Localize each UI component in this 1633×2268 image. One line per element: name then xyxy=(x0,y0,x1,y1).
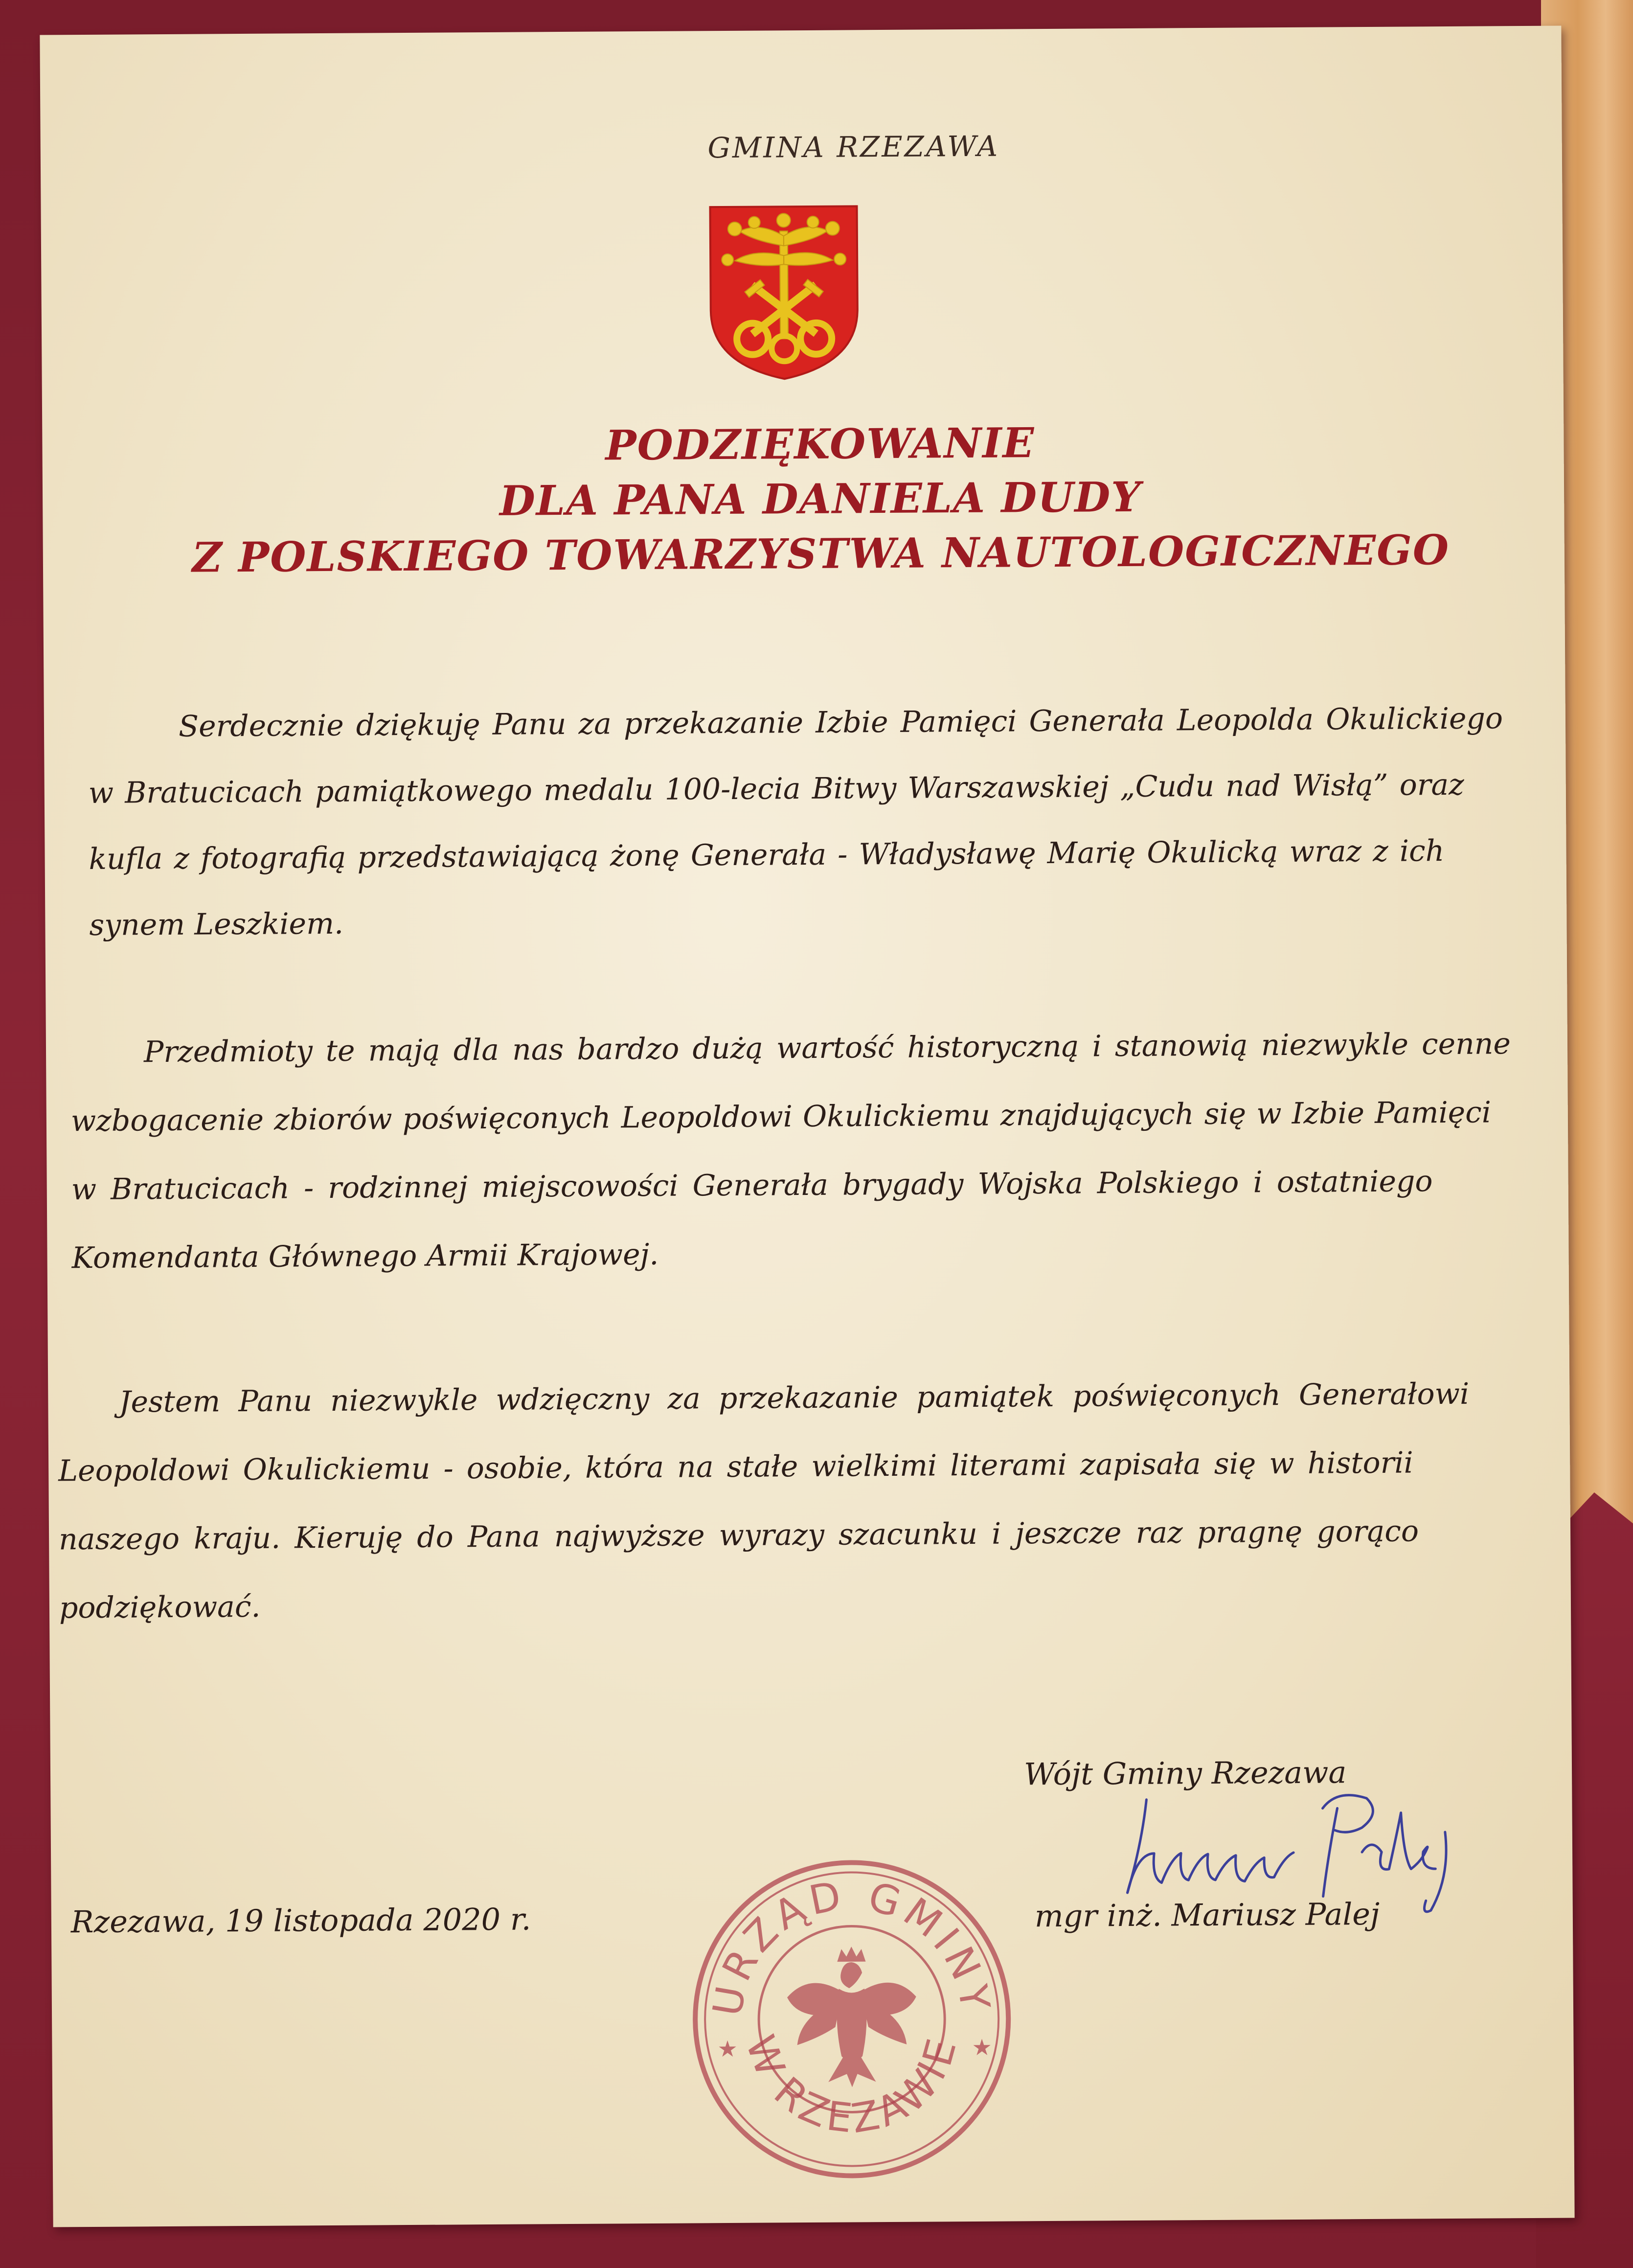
paragraph-line: kufla z fotografią przedstawiającą żonę Generała - Władysławę Marię Okulicką wraz z ich xyxy=(89,834,1445,876)
paragraph-line: Serdecznie dziękuję Panu za przekazanie Izbie Pamięci Generała Leopolda Okulickiego xyxy=(178,701,1503,744)
paragraph-2 xyxy=(46,1027,1567,1276)
svg-text:URZĄD GMINY: URZĄD GMINY xyxy=(704,1872,999,2019)
title-line-2: DLA PANA DANIELA DUDY xyxy=(499,472,1142,525)
svg-text:★: ★ xyxy=(717,2035,738,2062)
signatory-role: Wójt Gminy Rzezawa xyxy=(1023,1754,1347,1792)
paragraph-line: synem Leszkiem. xyxy=(89,906,344,942)
paragraph-line: wzbogacenie zbiorów poświęconych Leopoldowi Okulickiemu znajdujących się w Izbie Pamięci xyxy=(70,1095,1492,1139)
coat-of-arms-icon xyxy=(705,201,862,383)
paragraph-1 xyxy=(44,701,1565,942)
paragraph-line: podziękować. xyxy=(59,1589,261,1626)
paragraph-line: w Bratucicach pamiątkowego medalu 100-lecia Bitwy Warszawskiej „Cudu nad Wisłą” oraz xyxy=(88,767,1464,810)
paragraph-line: Leopoldowi Okulickiemu - osobie, która na stałe wielkimi literami zapisała się w historii xyxy=(58,1445,1413,1489)
diploma-sheet xyxy=(40,26,1574,2227)
svg-text:★: ★ xyxy=(972,2034,992,2061)
title-line-3: Z POLSKIEGO TOWARZYSTWA NAUTOLOGICZNEGO xyxy=(192,525,1450,582)
document-title xyxy=(140,412,1501,585)
paragraph-line: Jestem Panu niezwykle wdzięczny za przekazanie pamiątek poświęconych Generałowi xyxy=(119,1376,1470,1420)
paragraph-line: naszego kraju. Kieruję do Pana najwyższe wyrazy szacunku i jeszcze raz pragnę gorąco xyxy=(58,1514,1419,1557)
svg-text:W RZEZAWIE: W RZEZAWIE xyxy=(736,2029,967,2143)
official-stamp xyxy=(682,1849,1021,2189)
paragraph-line: w Bratucicach - rodzinnej miejscowości Generała brygady Wojska Polskiego i ostatniego xyxy=(71,1164,1433,1207)
paragraph-3 xyxy=(48,1376,1569,1626)
paragraph-line: Przedmioty te mają dla nas bardzo dużą wartość historyczną i stanowią niezwykle cenne xyxy=(143,1027,1511,1070)
signatory-name: mgr inż. Mariusz Palej xyxy=(1034,1896,1380,1934)
paragraph-line: Komendanta Głównego Armii Krajowej. xyxy=(71,1237,659,1276)
place-date: Rzezawa, 19 listopada 2020 r. xyxy=(70,1901,531,1940)
gmina-header: GMINA RZEZAWA xyxy=(707,129,1000,165)
title-line-1: PODZIĘKOWANIE xyxy=(605,418,1035,470)
